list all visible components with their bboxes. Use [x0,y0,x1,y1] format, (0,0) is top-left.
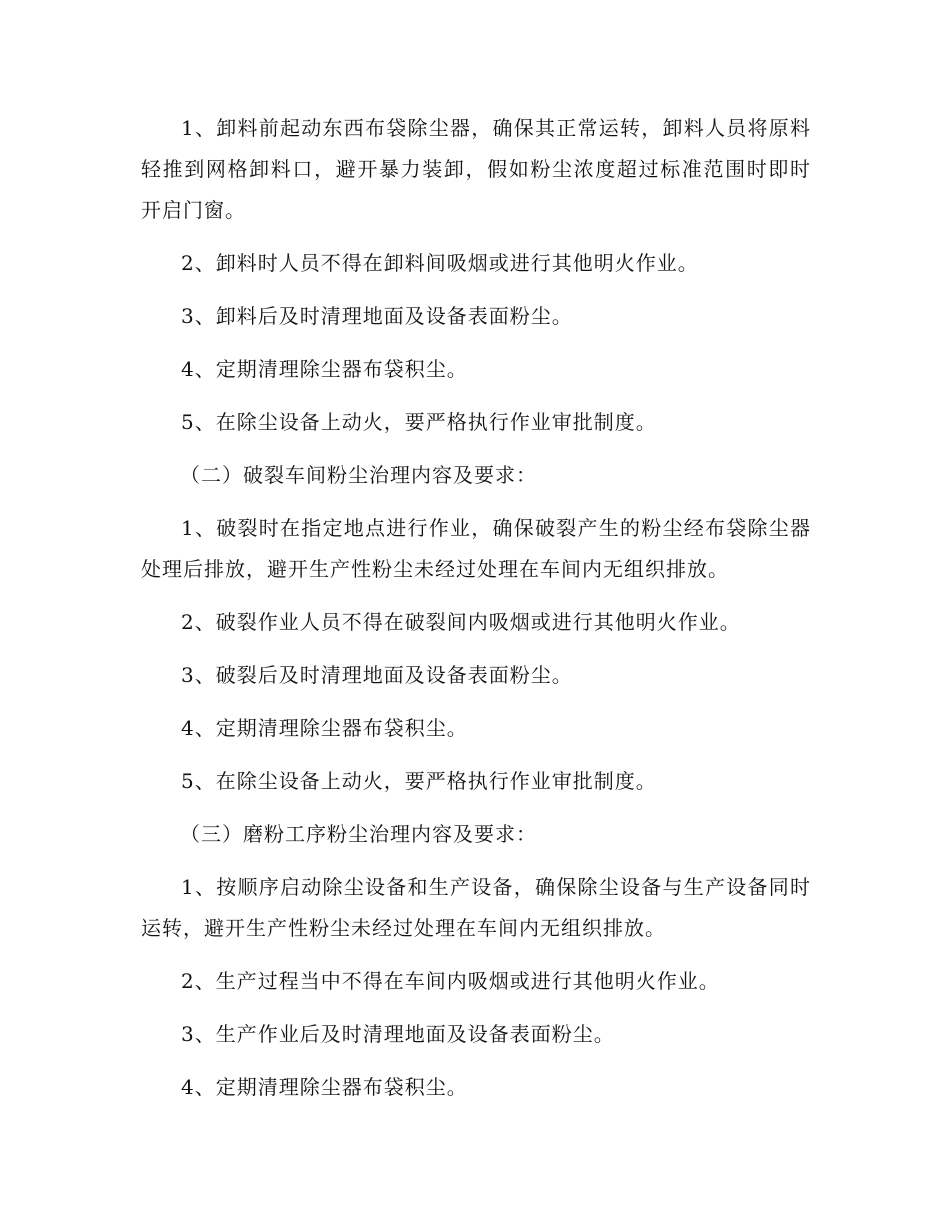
section-heading-milling: （三）磨粉工序粉尘治理内容及要求： [180,822,537,846]
paragraph-unloading-item-1: 1、卸料前起动东西布袋除尘器，确保其正常运转，卸料人员将原料轻推到网格卸料口，避开暴力装卸，假如粉尘浓度超过标准范围时即时开启门窗。 [141,116,811,222]
paragraph-unloading-item-2: 2、卸料时人员不得在卸料间吸烟或进行其他明火作业。 [181,251,699,275]
paragraph-unloading-item-5: 5、在除尘设备上动火，要严格执行作业审批制度。 [181,410,657,434]
paragraph-crushing-item-4: 4、定期清理除尘器布袋积尘。 [181,716,468,740]
paragraph-milling-item-4: 4、定期清理除尘器布袋积尘。 [181,1075,468,1099]
paragraph-milling-item-3: 3、生产作业后及时清理地面及设备表面粉尘。 [181,1022,615,1046]
paragraph-unloading-item-4: 4、定期清理除尘器布袋积尘。 [181,357,468,381]
paragraph-crushing-item-5: 5、在除尘设备上动火，要严格执行作业审批制度。 [181,769,657,793]
section-heading-crushing: （二）破裂车间粉尘治理内容及要求： [180,463,537,487]
document-body [141,108,811,1108]
paragraph-unloading-item-3: 3、卸料后及时清理地面及设备表面粉尘。 [181,304,573,328]
paragraph-crushing-item-2: 2、破裂作业人员不得在破裂间内吸烟或进行其他明火作业。 [181,610,741,634]
paragraph-milling-item-1: 1、按顺序启动除尘设备和生产设备，确保除尘设备与生产设备同时运转，避开生产性粉尘未经过处理在车间内无组织排放。 [141,875,811,940]
paragraph-milling-item-2: 2、生产过程当中不得在车间内吸烟或进行其他明火作业。 [181,969,720,993]
paragraph-crushing-item-1: 1、破裂时在指定地点进行作业，确保破裂产生的粉尘经布袋除尘器处理后排放，避开生产性粉尘未经过处理在车间内无组织排放。 [141,516,811,581]
paragraph-crushing-item-3: 3、破裂后及时清理地面及设备表面粉尘。 [181,663,573,687]
